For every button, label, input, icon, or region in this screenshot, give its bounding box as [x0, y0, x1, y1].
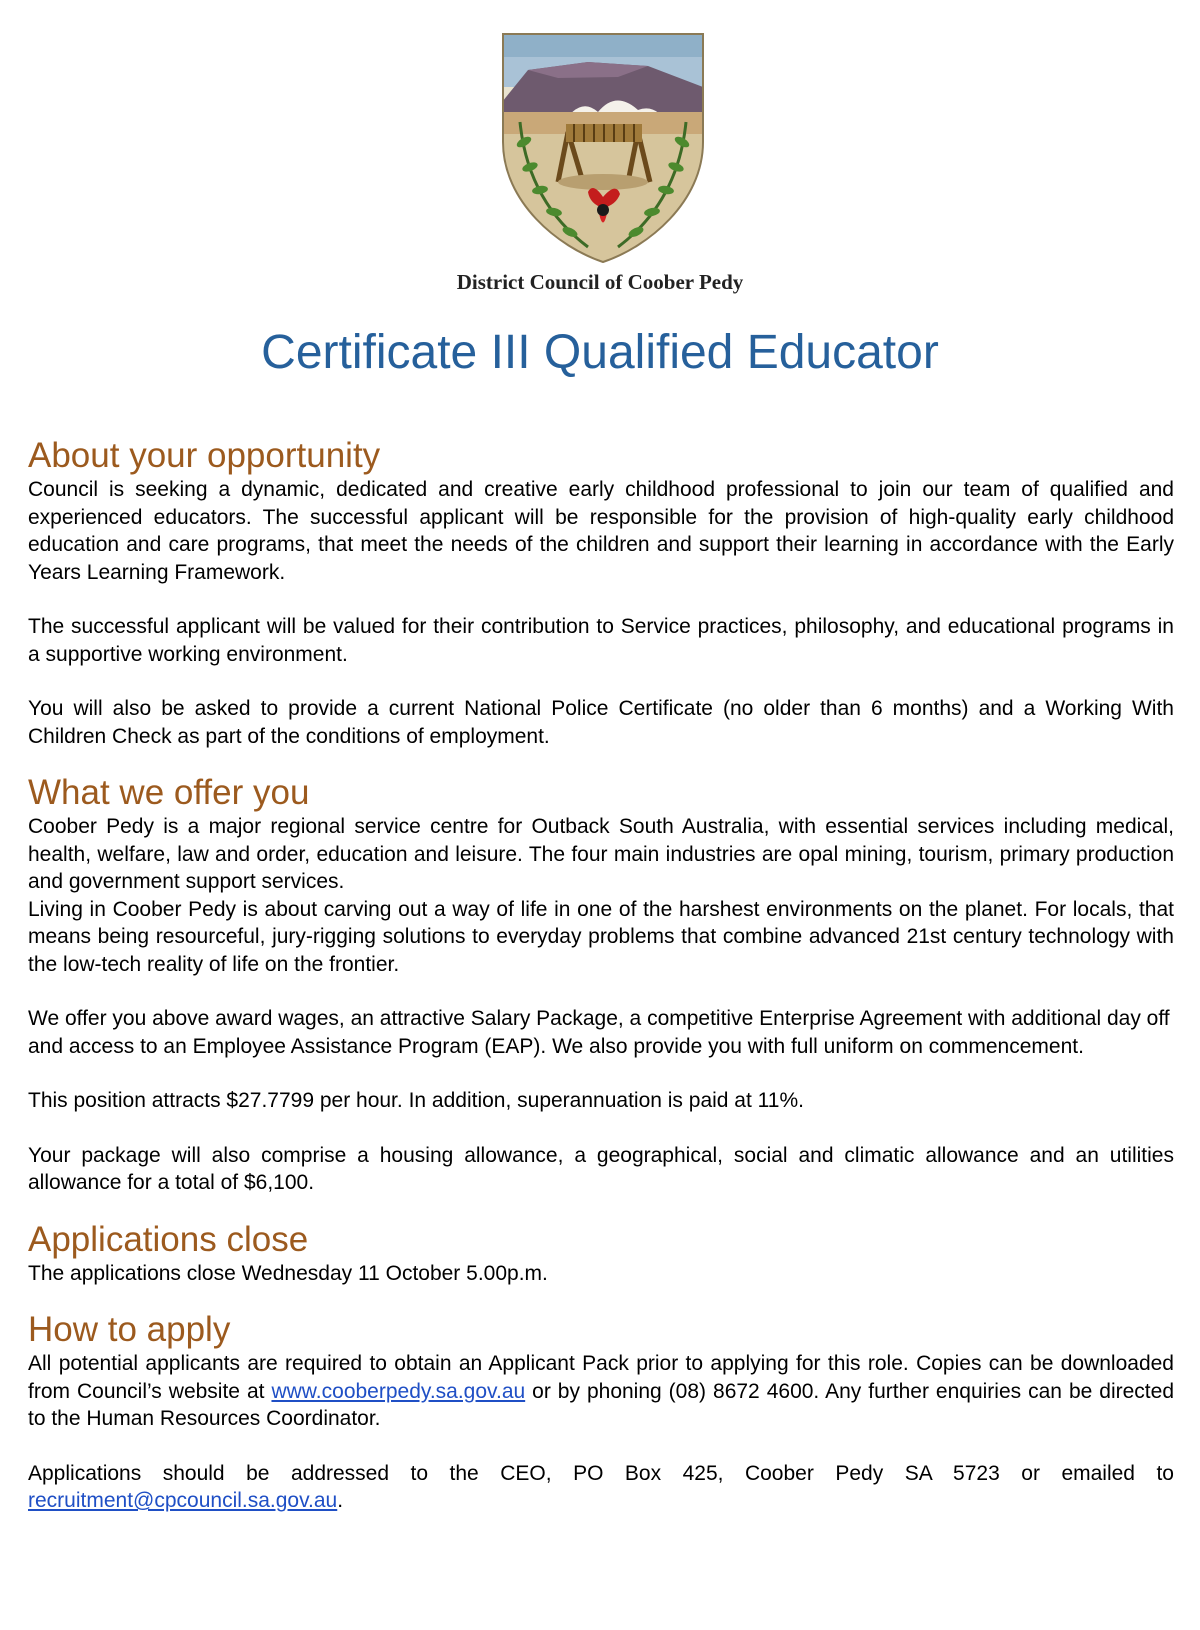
about-heading: About your opportunity [28, 436, 381, 475]
apply-text-2b: . [337, 1489, 344, 1512]
about-paragraph-3: You will also be asked to provide a current National Police Certificate (no older than 6 months) and a Working With Children Check as part of the conditions of employment. [28, 697, 1174, 748]
offer-paragraph-2: Living in Coober Pedy is about carving out a way of life in one of the harshest environments on the planet. For locals, that means being resourceful, jury-rigging solutions to everyday problems that combine advanced 21st century technology with the low-tech reality of life on the frontier. [28, 897, 1174, 976]
council-crest-logo [498, 32, 708, 264]
close-paragraph: The applications close Wednesday 11 October 5.00p.m. [28, 1261, 548, 1285]
offer-heading: What we offer you [28, 773, 310, 812]
apply-text-1a: All potential applicants are required to obtain an Applicant Pack prior to applying for this role. Copies can be downloaded from Council’s website at [28, 1352, 1174, 1403]
offer-paragraph-5: Your package will also comprise a housing allowance, a geographical, social and climatic allowance and an utilities allowance for a total of $6,100. [28, 1143, 1174, 1194]
apply-text-1b: or by phoning (08) 8672 4600. Any further enquiries can be directed to the Human Resources Coordinator. [28, 1379, 1175, 1430]
apply-paragraph-1 [28, 1350, 1174, 1433]
about-paragraph-2: The successful applicant will be valued for their contribution to Service practices, philosophy, and educational programs in a supportive working environment. [28, 615, 1174, 666]
document-body [28, 436, 1174, 1515]
apply-heading: How to apply [28, 1310, 231, 1349]
council-name: District Council of Coober Pedy [456, 270, 744, 294]
offer-paragraph-1: Coober Pedy is a major regional service centre for Outback South Australia, with essential services including medical, health, welfare, law and order, education and leisure. The four main industries are opal mining, tourism, primary production and government support services. [28, 815, 1174, 893]
page-title: Certificate III Qualified Educator [261, 326, 939, 379]
offer-paragraph-4: This position attracts $27.7799 per hour. In addition, superannuation is paid at 11%. [28, 1089, 804, 1112]
apply-text-2a: Applications should be addressed to the CEO, PO Box 425, Coober Pedy SA 5723 or emailed to [28, 1461, 1174, 1485]
council-website-link[interactable]: www.cooberpedy.sa.gov.au [271, 1379, 526, 1403]
close-heading: Applications close [28, 1219, 309, 1259]
apply-paragraph-2 [28, 1460, 1174, 1515]
about-paragraph-1: Council is seeking a dynamic, dedicated and creative early childhood professional to join our team of qualified and experienced educators. The successful applicant will be responsible for the provision of high-quality early childhood education and care programs, that meet the needs of the children and support their learning in accordance with the Early Years Learning Framework. [28, 478, 1174, 584]
recruitment-email-link[interactable]: recruitment@cpcouncil.sa.gov.au [28, 1489, 338, 1512]
offer-paragraph-3: We offer you above award wages, an attractive Salary Package, a competitive Enterprise Agreement with additional day off and access to an Employee Assistance Program (EAP). We also provide you with full uniform on commencement. [28, 1007, 1170, 1058]
